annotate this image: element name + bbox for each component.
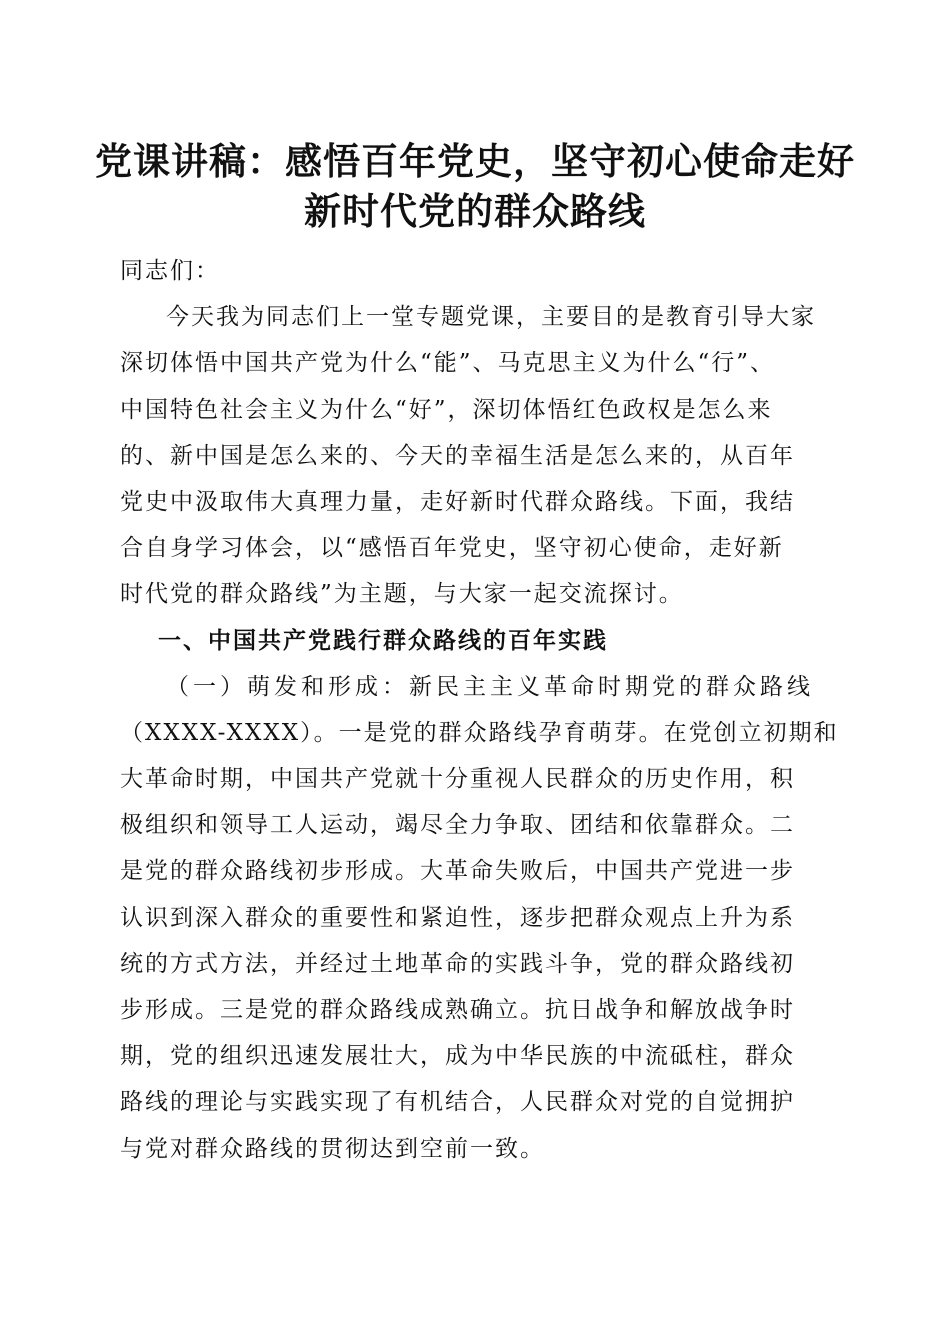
section-line-7: 统的方式方法，并经过土地革命的实践斗争，党的群众路线初: [120, 950, 795, 977]
intro-line-1: 今天我为同志们上一堂专题党课，主要目的是教育引导大家: [166, 304, 816, 331]
section-line-8: 步形成。三是党的群众路线成熟确立。抗日战争和解放战争时: [120, 997, 795, 1023]
section-line-10: 路线的理论与实践实现了有机结合，人民群众对党的自觉拥护: [120, 1089, 795, 1116]
section-line-5: 是党的群众路线初步形成。大革命失败后，中国共产党进一步: [120, 858, 795, 885]
intro-line-4: 的、新中国是怎么来的、今天的幸福生活是怎么来的，从百年: [120, 442, 795, 469]
section-line-3: 大革命时期，中国共产党就十分重视人民群众的历史作用，积: [120, 766, 795, 793]
intro-line-5: 党史中汲取伟大真理力量，走好新时代群众路线。下面，我结: [120, 488, 795, 515]
section-line-9: 期，党的组织迅速发展壮大，成为中华民族的中流砥柱，群众: [120, 1043, 795, 1070]
subsection-line-1: （一）萌发和形成：新民主主义革命时期党的群众路线: [166, 673, 814, 700]
section-line-2: （XXXX-XXXX）。一是党的群众路线孕育萌芽。在党创立初期和: [120, 719, 839, 746]
intro-line-3: 中国特色社会主义为什么“好”，深切体悟红色政权是怎么来: [120, 396, 773, 423]
intro-line-2: 深切体悟中国共产党为什么“能”、马克思主义为什么“行”、: [120, 350, 776, 377]
title-line-1: 党课讲稿：感悟百年党史，坚守初心使命走好: [95, 139, 855, 183]
section-heading-1: 一、中国共产党践行群众路线的百年实践: [158, 626, 608, 654]
intro-line-6: 合自身学习体会，以“感悟百年党史，坚守初心使命，走好新: [120, 535, 784, 562]
title-line-2: 新时代党的群众路线: [304, 189, 646, 233]
intro-line-7: 时代党的群众路线”为主题，与大家一起交流探讨。: [120, 581, 684, 608]
salutation: 同志们：: [120, 258, 220, 284]
document-title: [80, 136, 870, 236]
section-line-6: 认识到深入群众的重要性和紧迫性，逐步把群众观点上升为系: [120, 904, 795, 931]
document-body: [120, 248, 839, 1172]
section-line-11: 与党对群众路线的贯彻达到空前一致。: [120, 1135, 545, 1162]
section-line-4: 极组织和领导工人运动，竭尽全力争取、团结和依靠群众。二: [120, 812, 795, 839]
